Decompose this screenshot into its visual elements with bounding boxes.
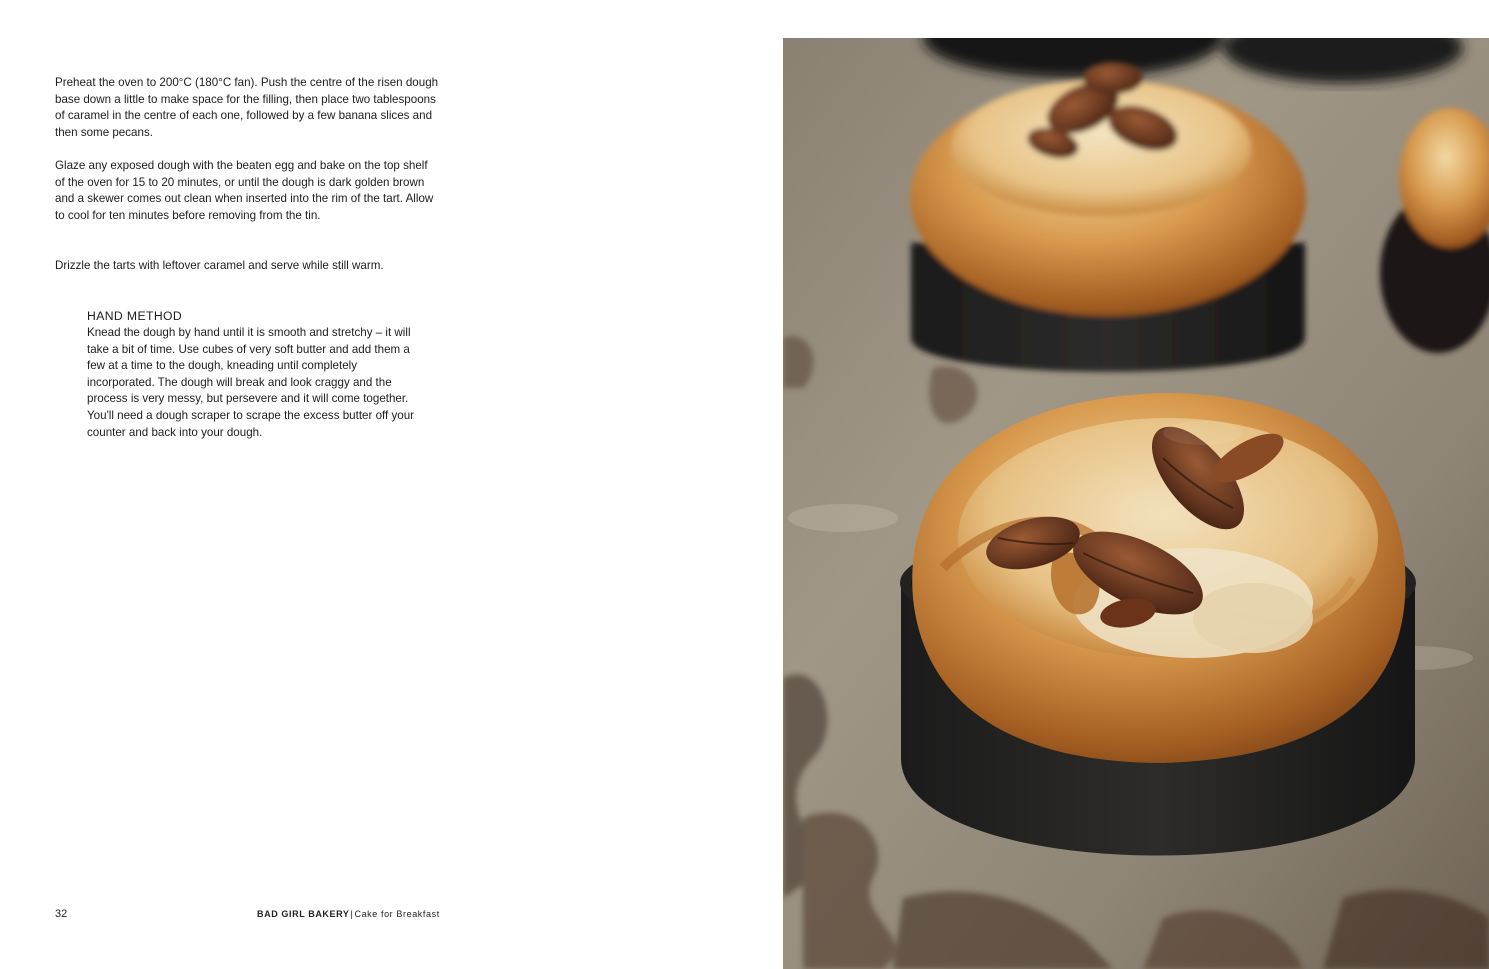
tarts-photo: [783, 38, 1489, 969]
hand-method-body: Knead the dough by hand until it is smooth and stretchy – it will take a bit of time. Use cubes of very soft butter and add them a few at a time to the dough, kneading until completely incorporated. The dough will break and look craggy and the process is very messy, but persevere and it will come together. You'll need a dough scraper to scrape the excess butter off your counter and back into your dough.: [87, 326, 415, 439]
hand-method-heading: HAND METHOD: [87, 309, 183, 323]
instruction-paragraph-3: Drizzle the tarts with leftover caramel and serve while still warm.: [55, 259, 384, 272]
chapter-title: Cake for Breakfast: [354, 909, 440, 919]
book-title: BAD GIRL BAKERY: [257, 909, 350, 919]
running-footer: [257, 909, 440, 919]
page-number: 32: [55, 908, 68, 920]
instruction-paragraph-2: Glaze any exposed dough with the beaten egg and bake on the top shelf of the oven for 15 to 20 minutes, or until the dough is dark golden brown and a skewer comes out clean when inserted into the rim of the tart. Allow to cool for ten minutes before removing from the tin.: [55, 159, 434, 222]
footer-separator: |: [350, 909, 354, 919]
hand-method-section: [87, 308, 427, 441]
instruction-paragraph-1: Preheat the oven to 200°C (180°C fan). Push the centre of the risen dough base down a little to make space for the filling, then place two tablespoons of caramel in the centre of each one, followed by a few banana slices and then some pecans.: [55, 76, 439, 139]
